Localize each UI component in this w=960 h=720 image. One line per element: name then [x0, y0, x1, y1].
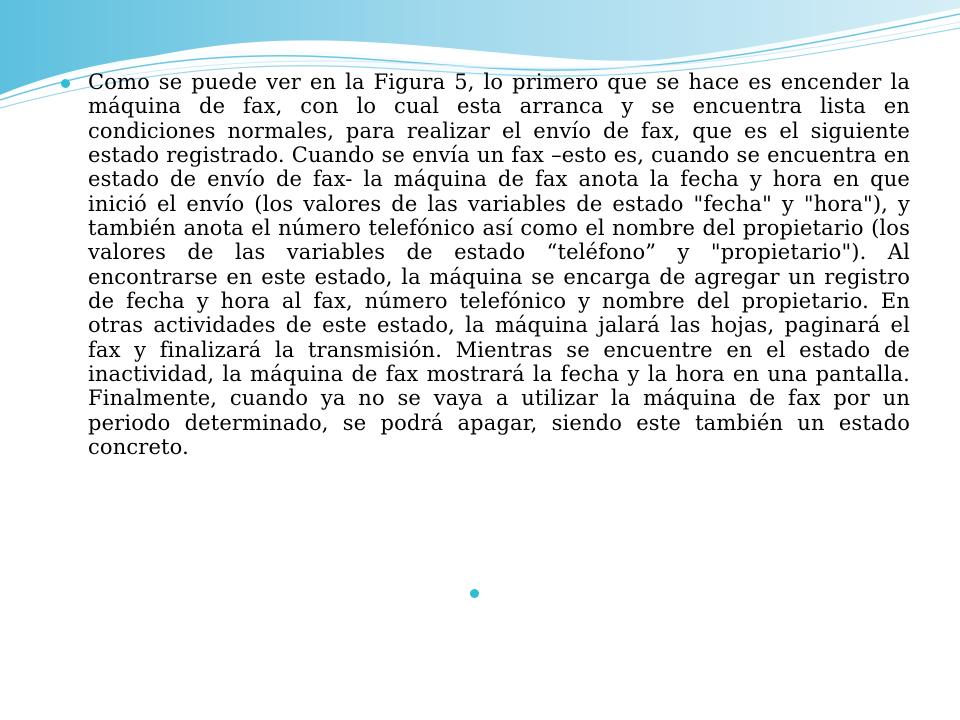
bullet-item	[60, 70, 910, 460]
bullet-dot-icon	[61, 79, 70, 88]
bullet-paragraph: Como se puede ver en la Figura 5, lo primero que se hace es encender la máquina de fax, con lo cual esta arranca y se encuentra lista en condiciones normales, para realizar el envío de fax, que es el siguiente estado registrado. Cuando se envía un fax –esto es, cuando se encuentra en estado de envío de fax- la máquina de fax anota la fecha y hora en que inició el envío (los valores de las variables de estado "fecha" y "hora"), y también anota el número telefónico así como el nombre del propietario (los valores de las variables de estado “teléfono” y "propietario"). Al encontrarse en este estado, la máquina se encarga de agregar un registro de fecha y hora al fax, número telefónico y nombre del propietario. En otras actividades de este estado, la máquina jalará las hojas, paginará el fax y finalizará la transmisión. Mientras se encuentre en el estado de inactividad, la máquina de fax mostrará la fecha y la hora en una pantalla. Finalmente, cuando ya no se vaya a utilizar la máquina de fax por un periodo determinado, se podrá apagar, siendo este también un estado concreto.	[88, 70, 910, 460]
content-area	[60, 70, 910, 460]
empty-bullet-dot-icon	[470, 589, 479, 598]
